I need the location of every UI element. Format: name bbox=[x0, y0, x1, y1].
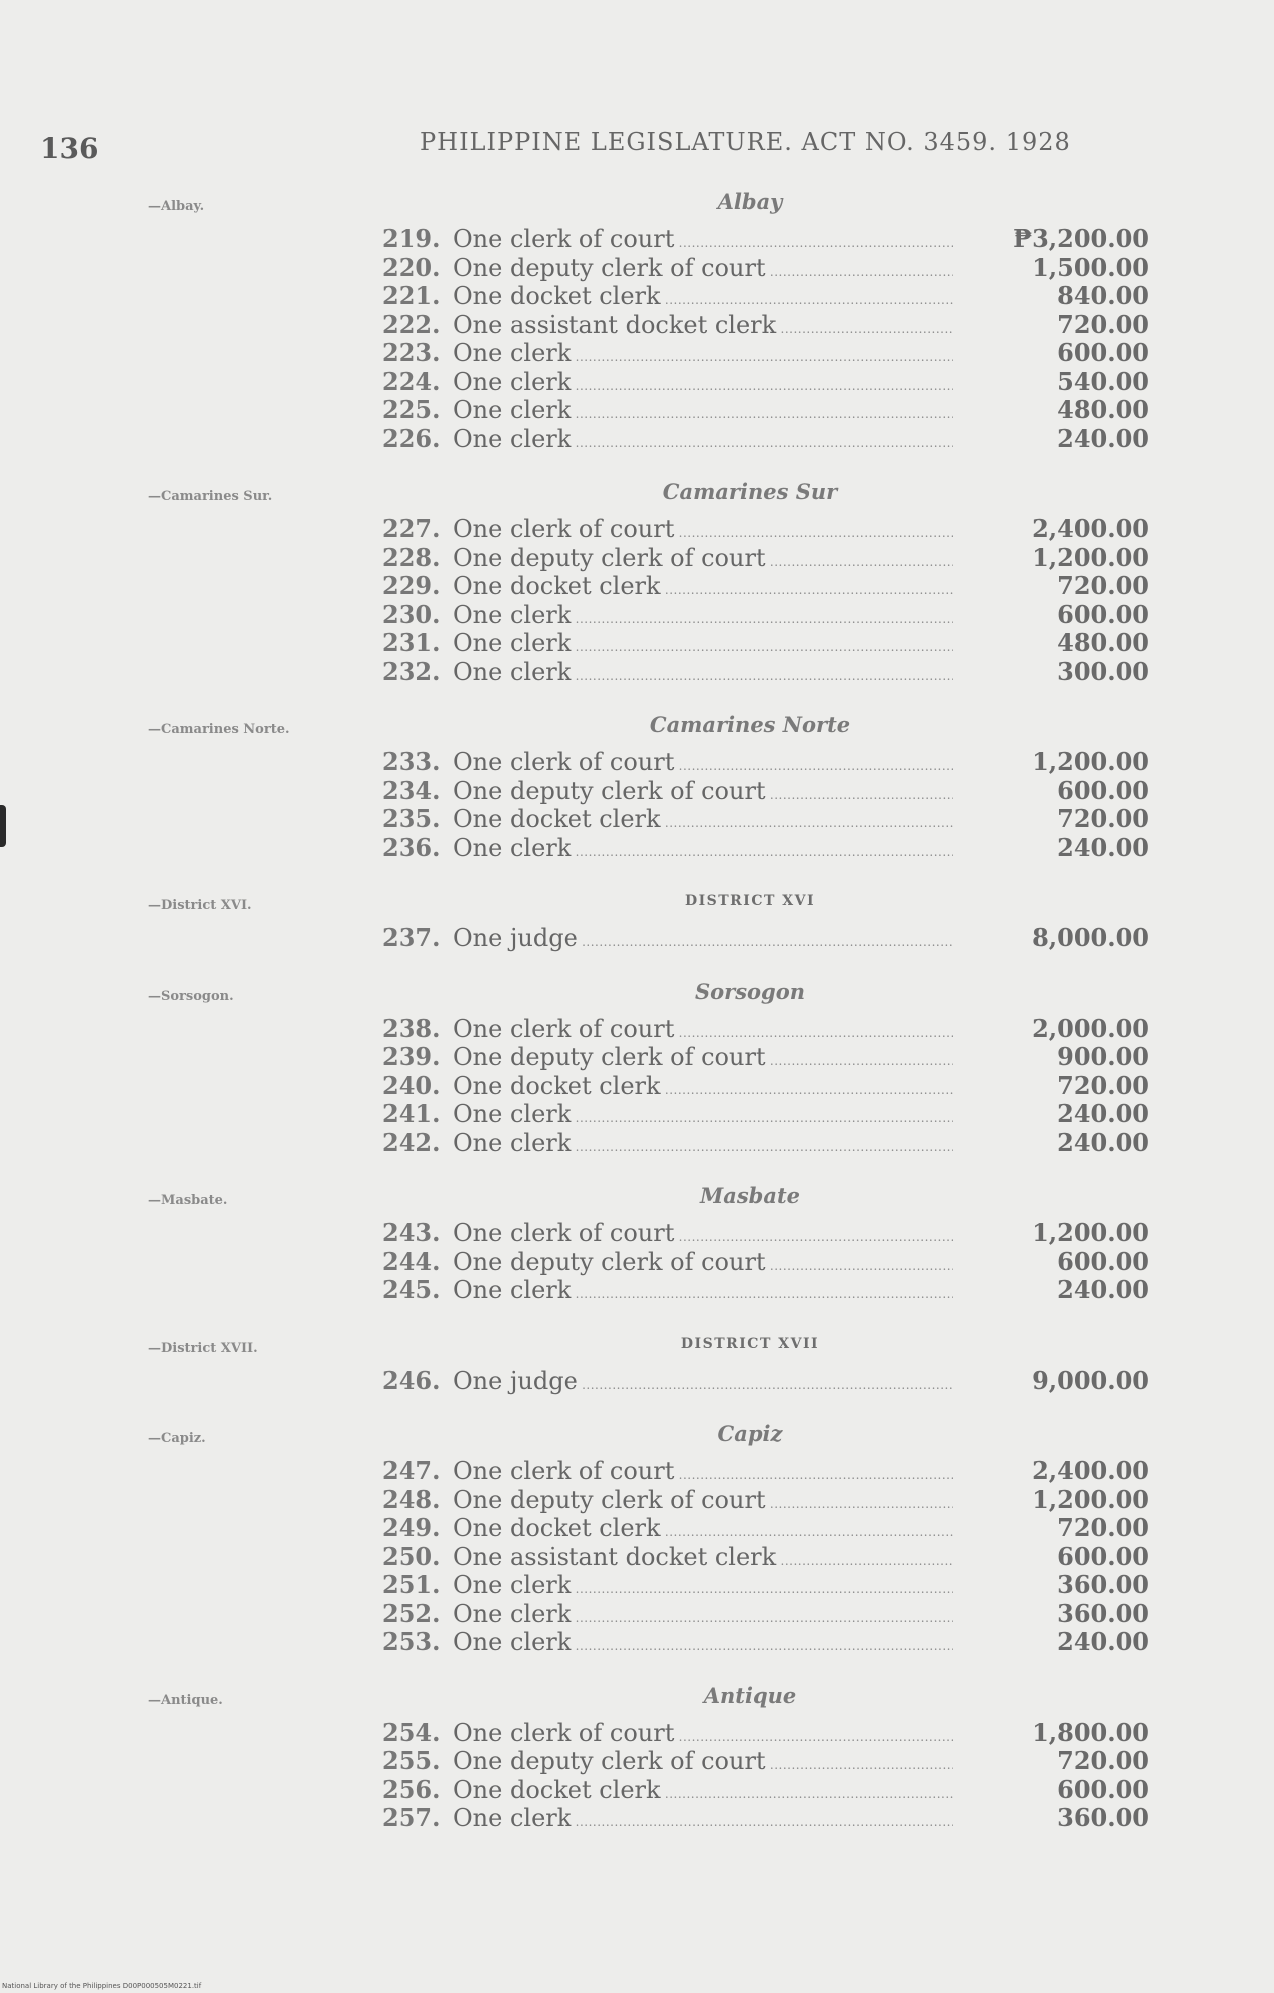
item-description: One clerk of court ..... bbox=[453, 1457, 953, 1490]
list-item bbox=[0, 1747, 1274, 1776]
item-description: One deputy clerk of court ..... bbox=[453, 1248, 953, 1281]
item-amount: 840.00 bbox=[1057, 281, 1149, 310]
list-item bbox=[0, 601, 1274, 630]
item-description: One clerk ..... bbox=[453, 1100, 953, 1133]
item-description: One clerk ..... bbox=[453, 368, 953, 401]
province-heading: Albay bbox=[717, 189, 783, 214]
item-description: One clerk of court ..... bbox=[453, 1015, 953, 1048]
margin-note: —Camarines Norte. bbox=[148, 722, 290, 737]
item-amount: ₱3,200.00 bbox=[1013, 224, 1149, 253]
item-description: One clerk ..... bbox=[453, 1129, 953, 1162]
position-list bbox=[0, 1719, 1274, 1833]
item-amount: 1,200.00 bbox=[1032, 747, 1149, 776]
item-number: 221. bbox=[382, 281, 441, 310]
item-description: One clerk ..... bbox=[453, 396, 953, 429]
list-item bbox=[0, 1457, 1274, 1486]
item-description: One assistant docket clerk ..... bbox=[453, 1543, 953, 1576]
item-number: 227. bbox=[382, 514, 441, 543]
list-item bbox=[0, 515, 1274, 544]
list-item bbox=[0, 805, 1274, 834]
item-number: 240. bbox=[382, 1070, 441, 1100]
item-amount: 600.00 bbox=[1057, 1774, 1149, 1804]
list-item bbox=[0, 777, 1274, 806]
item-number: 243. bbox=[382, 1218, 441, 1247]
item-amount: 9,000.00 bbox=[1032, 1365, 1149, 1395]
item-description: One assistant docket clerk ..... bbox=[453, 311, 953, 344]
item-description: One docket clerk ..... bbox=[453, 572, 953, 605]
margin-note: —Camarines Sur. bbox=[148, 489, 273, 504]
item-description: One deputy clerk of court ..... bbox=[453, 544, 953, 577]
item-amount: 240.00 bbox=[1057, 832, 1149, 862]
scan-footer-tag: National Library of the Philippines D00P000505M0221.tif bbox=[2, 1982, 202, 1990]
item-number: 233. bbox=[382, 747, 441, 776]
item-number: 239. bbox=[382, 1042, 441, 1071]
item-amount: 240.00 bbox=[1057, 423, 1149, 453]
item-description: One clerk ..... bbox=[453, 1600, 953, 1633]
list-item bbox=[0, 544, 1274, 573]
item-amount: 600.00 bbox=[1057, 1246, 1149, 1276]
margin-note: —Antique. bbox=[148, 1692, 223, 1708]
appropriation-list bbox=[0, 185, 1274, 1855]
margin-note: —District XVII. bbox=[148, 1340, 258, 1356]
item-number: 255. bbox=[382, 1746, 441, 1775]
list-item bbox=[0, 282, 1274, 311]
section-antique bbox=[0, 1679, 1274, 1833]
item-amount: 240.00 bbox=[1057, 1099, 1149, 1128]
item-number: 245. bbox=[382, 1275, 441, 1304]
list-item bbox=[0, 572, 1274, 601]
item-number: 223. bbox=[382, 338, 441, 367]
list-item bbox=[0, 1015, 1274, 1044]
item-amount: 300.00 bbox=[1057, 656, 1149, 686]
item-number: 248. bbox=[382, 1484, 441, 1514]
item-number: 235. bbox=[382, 804, 441, 833]
item-description: One deputy clerk of court ..... bbox=[453, 1043, 953, 1076]
item-amount: 720.00 bbox=[1057, 571, 1149, 600]
list-item bbox=[0, 1600, 1274, 1629]
item-description: One judge ..... bbox=[453, 924, 953, 957]
item-number: 225. bbox=[382, 395, 441, 424]
item-description: One docket clerk ..... bbox=[453, 1514, 953, 1547]
item-number: 254. bbox=[382, 1717, 441, 1747]
item-description: One deputy clerk of court ..... bbox=[453, 777, 953, 810]
item-description: One clerk ..... bbox=[453, 658, 953, 691]
item-amount: 1,800.00 bbox=[1032, 1717, 1149, 1747]
item-number: 252. bbox=[382, 1598, 441, 1628]
item-amount: 1,200.00 bbox=[1032, 1218, 1149, 1247]
list-item bbox=[0, 254, 1274, 283]
item-description: One docket clerk ..... bbox=[453, 1776, 953, 1809]
position-list bbox=[0, 748, 1274, 862]
margin-note: —Capiz. bbox=[148, 1431, 206, 1446]
position-list bbox=[0, 924, 1274, 953]
section-capiz bbox=[0, 1417, 1274, 1657]
item-number: 250. bbox=[382, 1541, 441, 1571]
list-item bbox=[0, 1129, 1274, 1158]
list-item bbox=[0, 339, 1274, 368]
page-number: 136 bbox=[40, 132, 99, 165]
item-number: 238. bbox=[382, 1013, 441, 1043]
list-item bbox=[0, 425, 1274, 454]
item-amount: 240.00 bbox=[1057, 1127, 1149, 1157]
item-amount: 240.00 bbox=[1057, 1627, 1149, 1656]
position-list bbox=[0, 1367, 1274, 1396]
list-item bbox=[0, 225, 1274, 254]
item-amount: 2,400.00 bbox=[1032, 1456, 1149, 1485]
list-item bbox=[0, 1719, 1274, 1748]
item-amount: 720.00 bbox=[1057, 804, 1149, 833]
item-amount: 360.00 bbox=[1057, 1570, 1149, 1599]
item-number: 224. bbox=[382, 366, 441, 396]
item-number: 244. bbox=[382, 1246, 441, 1276]
list-item bbox=[0, 1628, 1274, 1657]
item-number: 222. bbox=[382, 309, 441, 339]
section-district-xvi bbox=[0, 884, 1274, 953]
list-item bbox=[0, 1276, 1274, 1305]
margin-note: —Albay. bbox=[148, 199, 205, 214]
item-description: One docket clerk ..... bbox=[453, 1072, 953, 1105]
list-item bbox=[0, 1543, 1274, 1572]
item-number: 257. bbox=[382, 1803, 441, 1832]
item-number: 230. bbox=[382, 599, 441, 629]
item-description: One deputy clerk of court ..... bbox=[453, 1486, 953, 1519]
item-number: 229. bbox=[382, 571, 441, 600]
list-item bbox=[0, 629, 1274, 658]
list-item bbox=[0, 1486, 1274, 1515]
item-description: One clerk of court ..... bbox=[453, 1219, 953, 1252]
list-item bbox=[0, 748, 1274, 777]
item-amount: 480.00 bbox=[1057, 628, 1149, 657]
item-amount: 720.00 bbox=[1057, 1070, 1149, 1100]
item-amount: 360.00 bbox=[1057, 1598, 1149, 1628]
list-item bbox=[0, 1514, 1274, 1543]
item-amount: 8,000.00 bbox=[1032, 923, 1149, 952]
item-amount: 600.00 bbox=[1057, 599, 1149, 629]
item-description: One clerk ..... bbox=[453, 1804, 953, 1837]
item-description: One clerk ..... bbox=[453, 1628, 953, 1661]
list-item bbox=[0, 1072, 1274, 1101]
item-description: One clerk ..... bbox=[453, 1276, 953, 1309]
list-item bbox=[0, 1776, 1274, 1805]
item-amount: 2,400.00 bbox=[1032, 514, 1149, 543]
item-description: One deputy clerk of court ..... bbox=[453, 1747, 953, 1780]
item-description: One judge ..... bbox=[453, 1367, 953, 1400]
list-item bbox=[0, 1367, 1274, 1396]
item-number: 234. bbox=[382, 775, 441, 805]
item-amount: 1,500.00 bbox=[1032, 252, 1149, 282]
item-amount: 600.00 bbox=[1057, 775, 1149, 805]
section-masbate bbox=[0, 1179, 1274, 1305]
list-item bbox=[0, 1804, 1274, 1833]
item-description: One clerk of court ..... bbox=[453, 225, 953, 258]
item-number: 247. bbox=[382, 1456, 441, 1485]
item-number: 220. bbox=[382, 252, 441, 282]
item-number: 251. bbox=[382, 1570, 441, 1599]
position-list bbox=[0, 225, 1274, 453]
item-number: 256. bbox=[382, 1774, 441, 1804]
province-heading: Capiz bbox=[717, 1421, 783, 1446]
item-amount: 360.00 bbox=[1057, 1803, 1149, 1832]
item-number: 237. bbox=[382, 923, 441, 952]
margin-note: —Masbate. bbox=[148, 1193, 228, 1208]
list-item bbox=[0, 1571, 1274, 1600]
list-item bbox=[0, 1100, 1274, 1129]
item-number: 226. bbox=[382, 423, 441, 453]
item-description: One docket clerk ..... bbox=[453, 282, 953, 315]
item-amount: 480.00 bbox=[1057, 395, 1149, 424]
item-number: 241. bbox=[382, 1099, 441, 1128]
province-heading: Camarines Norte bbox=[649, 712, 851, 737]
binding-edge-mark bbox=[0, 805, 6, 847]
list-item bbox=[0, 311, 1274, 340]
item-amount: 240.00 bbox=[1057, 1275, 1149, 1304]
section-sorsogon bbox=[0, 975, 1274, 1158]
item-number: 246. bbox=[382, 1365, 441, 1395]
item-number: 253. bbox=[382, 1627, 441, 1656]
item-number: 232. bbox=[382, 656, 441, 686]
item-description: One clerk ..... bbox=[453, 1571, 953, 1604]
item-number: 219. bbox=[382, 224, 441, 253]
province-heading: Camarines Sur bbox=[662, 479, 838, 504]
district-heading: DISTRICT XVII bbox=[680, 1335, 820, 1352]
item-number: 249. bbox=[382, 1513, 441, 1542]
margin-note: —District XVI. bbox=[148, 898, 252, 913]
margin-note: —Sorsogon. bbox=[148, 988, 234, 1004]
item-amount: 1,200.00 bbox=[1032, 1484, 1149, 1514]
item-description: One clerk of court ..... bbox=[453, 748, 953, 781]
list-item bbox=[0, 368, 1274, 397]
item-amount: 720.00 bbox=[1057, 1513, 1149, 1542]
province-heading: Sorsogon bbox=[694, 978, 806, 1004]
list-item bbox=[0, 1043, 1274, 1072]
item-description: One docket clerk ..... bbox=[453, 805, 953, 838]
section-albay bbox=[0, 185, 1274, 453]
list-item bbox=[0, 1248, 1274, 1277]
item-amount: 900.00 bbox=[1057, 1042, 1149, 1071]
position-list bbox=[0, 1219, 1274, 1305]
item-description: One clerk of court ..... bbox=[453, 1719, 953, 1752]
item-description: One clerk ..... bbox=[453, 601, 953, 634]
item-description: One clerk ..... bbox=[453, 339, 953, 372]
section-camarines-norte bbox=[0, 708, 1274, 862]
item-description: One clerk of court ..... bbox=[453, 515, 953, 548]
item-amount: 600.00 bbox=[1057, 1541, 1149, 1571]
item-description: One clerk ..... bbox=[453, 834, 953, 867]
list-item bbox=[0, 396, 1274, 425]
item-amount: 720.00 bbox=[1057, 1746, 1149, 1775]
item-amount: 2,000.00 bbox=[1032, 1013, 1149, 1043]
province-heading: Masbate bbox=[699, 1183, 801, 1208]
list-item bbox=[0, 1219, 1274, 1248]
item-description: One clerk ..... bbox=[453, 629, 953, 662]
district-heading: DISTRICT XVI bbox=[684, 893, 816, 909]
list-item bbox=[0, 658, 1274, 687]
item-number: 231. bbox=[382, 628, 441, 657]
item-description: One clerk ..... bbox=[453, 425, 953, 458]
item-amount: 540.00 bbox=[1057, 366, 1149, 396]
section-district-xvii bbox=[0, 1327, 1274, 1396]
item-number: 228. bbox=[382, 542, 441, 572]
list-item bbox=[0, 924, 1274, 953]
item-description: One deputy clerk of court ..... bbox=[453, 254, 953, 287]
item-amount: 600.00 bbox=[1057, 338, 1149, 367]
section-camarines-sur bbox=[0, 475, 1274, 686]
item-number: 242. bbox=[382, 1127, 441, 1157]
position-list bbox=[0, 1015, 1274, 1158]
position-list bbox=[0, 1457, 1274, 1657]
province-heading: Antique bbox=[703, 1682, 797, 1708]
item-number: 236. bbox=[382, 832, 441, 862]
item-amount: 720.00 bbox=[1057, 309, 1149, 339]
list-item bbox=[0, 834, 1274, 863]
running-head: PHILIPPINE LEGISLATURE. ACT NO. 3459. 1928 bbox=[420, 128, 1071, 156]
position-list bbox=[0, 515, 1274, 686]
item-amount: 1,200.00 bbox=[1032, 542, 1149, 572]
